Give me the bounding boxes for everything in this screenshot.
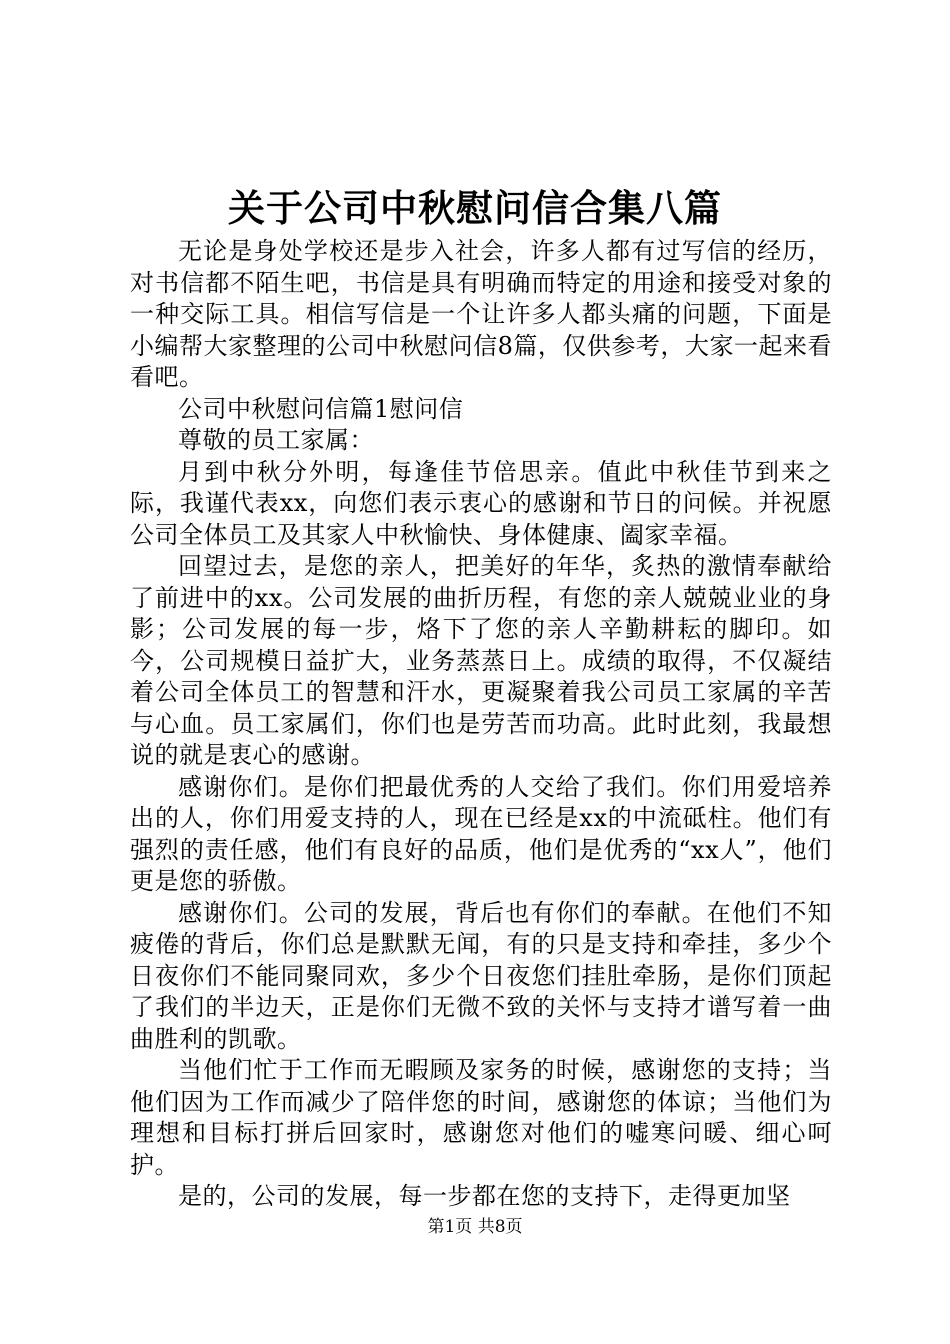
document-body (130, 236, 832, 1213)
paragraph: 回望过去，是您的亲人，把美好的年华，炙热的激情奉献给了前进中的xx。公司发展的曲折历程，有您的亲人兢兢业业的身影；公司发展的每一步，烙下了您的亲人辛勤耕耘的脚印。如今，公司规模日益扩大，业务蒸蒸日上。成绩的取得，不仅凝结着公司全体员工的智慧和汗水，更凝聚着我公司员工家属的辛苦与心血。员工家属们，你们也是劳苦而功高。此时此刻，我最想说的就是衷心的感谢。 (130, 552, 832, 769)
paragraph-intro: 无论是身处学校还是步入社会，许多人都有过写信的经历，对书信都不陌生吧，书信是具有明确而特定的用途和接受对象的一种交际工具。相信写信是一个让许多人都头痛的问题，下面是小编帮大家整理的公司中秋慰问信8篇，仅供参考，大家一起来看看吧。 (130, 237, 832, 391)
paragraph: 感谢你们。是你们把最优秀的人交给了我们。你们用爱培养出的人，你们用爱支持的人，现在已经是xx的中流砥柱。他们有强烈的责任感，他们有良好的品质，他们是优秀的“xx人”，他们更是您的骄傲。 (130, 772, 832, 895)
document-title: 关于公司中秋慰问信合集八篇 (228, 186, 722, 230)
paragraph: 当他们忙于工作而无暇顾及家务的时候，感谢您的支持；当他们因为工作而减少了陪伴您的时间，感谢您的体谅；当他们为理想和目标打拼后回家时，感谢您对他们的嘘寒问暖、细心呵护。 (130, 1056, 832, 1179)
paragraph: 月到中秋分外明，每逢佳节倍思亲。值此中秋佳节到来之际，我谨代表xx，向您们表示衷心的感谢和节日的问候。并祝愿公司全体员工及其家人中秋愉快、身体健康、阖家幸福。 (130, 457, 832, 549)
paragraph: 是的，公司的发展，每一步都在您的支持下，走得更加坚 (178, 1182, 791, 1210)
paragraph: 感谢你们。公司的发展，背后也有你们的奉献。在他们不知疲倦的背后，你们总是默默无闻，有的只是支持和牵挂，多少个日夜你们不能同聚同欢，多少个日夜您们挂肚牵肠，是你们顶起了我们的半边天，正是你们无微不致的关怀与支持才谱写着一曲曲胜利的凯歌。 (130, 898, 832, 1053)
paragraph-salutation: 尊敬的员工家属： (178, 426, 374, 454)
paragraph-section-heading: 公司中秋慰问信篇1慰问信 (178, 394, 464, 423)
page-number-footer: 第1页 共8页 (427, 1217, 523, 1237)
